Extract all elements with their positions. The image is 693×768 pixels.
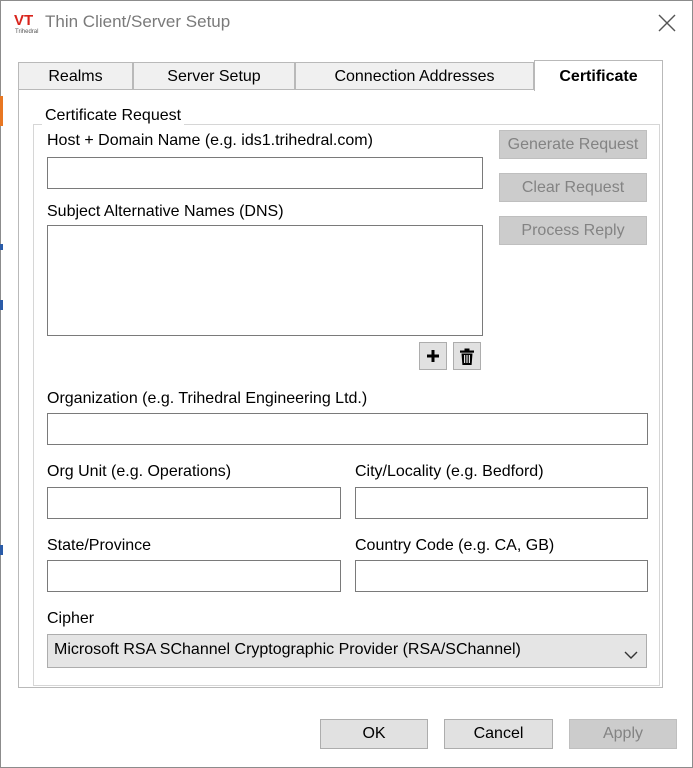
app-logo-icon <box>13 11 41 35</box>
country-code-input[interactable] <box>355 560 648 592</box>
background-edge-mark <box>0 300 3 310</box>
background-edge-mark <box>0 244 3 250</box>
delete-san-button[interactable] <box>453 342 481 370</box>
org-unit-input[interactable] <box>47 487 341 519</box>
cipher-label: Cipher <box>47 610 95 627</box>
organization-label: Organization (e.g. Trihedral Engineering Ltd.) <box>47 390 368 407</box>
process-reply-button[interactable]: Process Reply <box>499 216 647 245</box>
host-domain-input[interactable] <box>47 157 483 189</box>
city-label: City/Locality (e.g. Bedford) <box>355 463 544 480</box>
close-icon <box>653 9 681 37</box>
state-label: State/Province <box>47 537 152 554</box>
plus-icon <box>425 348 441 364</box>
city-input[interactable] <box>355 487 648 519</box>
tab-certificate[interactable]: Certificate <box>534 60 663 91</box>
apply-button[interactable]: Apply <box>569 719 677 749</box>
cancel-button[interactable]: Cancel <box>444 719 553 749</box>
svg-text:VT: VT <box>14 12 34 29</box>
tab-server-setup[interactable]: Server Setup <box>133 62 295 90</box>
title-bar[interactable] <box>1 1 692 45</box>
ok-button[interactable]: OK <box>320 719 428 749</box>
organization-input[interactable] <box>47 413 648 445</box>
close-button[interactable] <box>653 9 681 37</box>
trash-icon <box>459 348 475 366</box>
state-input[interactable] <box>47 560 341 592</box>
cipher-selected-value: Microsoft RSA SChannel Cryptographic Provider (RSA/SChannel) <box>54 641 521 658</box>
san-list[interactable] <box>47 225 483 336</box>
san-label: Subject Alternative Names (DNS) <box>47 203 284 220</box>
org-unit-label: Org Unit (e.g. Operations) <box>47 463 232 480</box>
clear-request-button[interactable]: Clear Request <box>499 173 647 202</box>
svg-text:Trihedral: Trihedral <box>15 29 39 35</box>
group-title: Certificate Request <box>42 107 184 125</box>
background-edge-mark <box>0 545 3 555</box>
tab-realms[interactable]: Realms <box>18 62 133 90</box>
cipher-select[interactable] <box>47 634 647 668</box>
add-san-button[interactable] <box>419 342 447 370</box>
window-title: Thin Client/Server Setup <box>45 12 231 31</box>
background-edge-mark <box>0 96 3 126</box>
tab-connection-addresses[interactable]: Connection Addresses <box>295 62 534 90</box>
host-domain-label: Host + Domain Name (e.g. ids1.trihedral.com) <box>47 132 373 149</box>
chevron-down-icon <box>624 645 638 664</box>
generate-request-button[interactable]: Generate Request <box>499 130 647 159</box>
country-code-label: Country Code (e.g. CA, GB) <box>355 537 555 554</box>
